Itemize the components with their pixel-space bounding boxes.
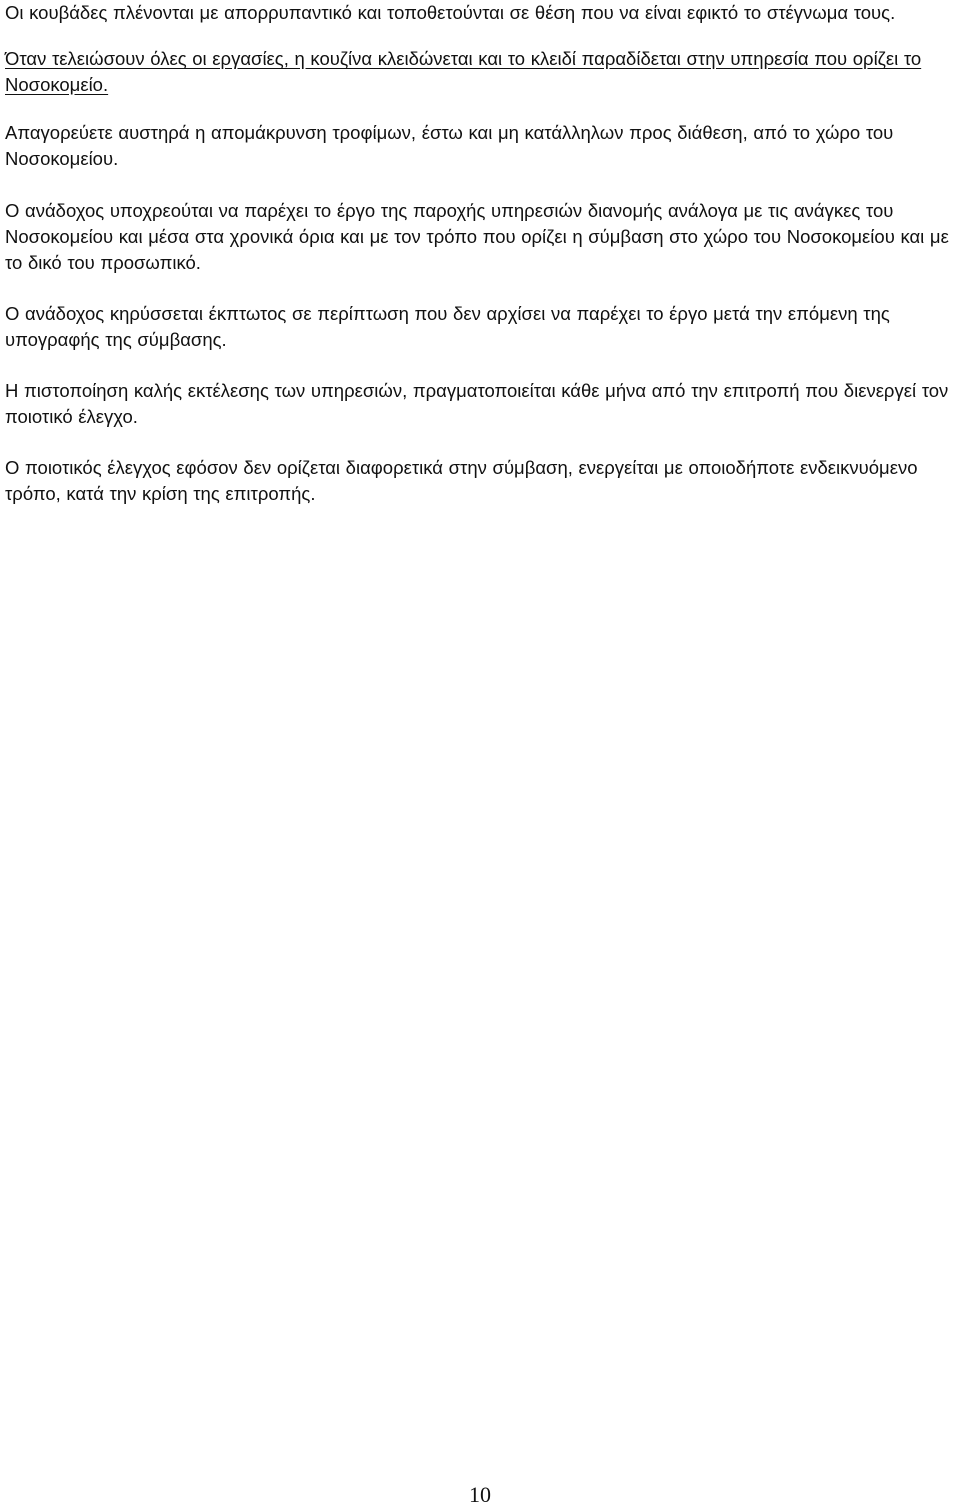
paragraph-certification: Η πιστοποίηση καλής εκτέλεσης των υπηρεσιών, πραγματοποιείται κάθε μήνα από την επιτροπή που διενεργεί τον ποιοτικό έλεγχο. (5, 380, 949, 427)
paragraph-bucket-cleaning: Οι κουβάδες πλένονται με απορρυπαντικό και τοποθετούνται σε θέση που να είναι εφικτό το στέγνωμα τους. (5, 2, 896, 23)
paragraph-contractor-forfeiture: Ο ανάδοχος κηρύσσεται έκπτωτος σε περίπτωση που δεν αρχίσει να παρέχει το έργο μετά την επόμενη της υπογραφής της σύμβασης. (5, 303, 890, 350)
paragraph-quality-control: Ο ποιοτικός έλεγχος εφόσον δεν ορίζεται διαφορετικά στην σύμβαση, ενεργείται με οποιοδήποτε ενδεικνυόμενο τρόπο, κατά την κρίση της επιτροπής. (5, 457, 918, 504)
paragraph-contractor-obligation: Ο ανάδοχος υποχρεούται να παρέχει το έργο της παροχής υπηρεσιών διανομής ανάλογα με τις ανάγκες του Νοσοκομείου και μέσα στα χρονικά όρια και με τον τρόπο που ορίζει η σύμβαση στο χώρο του Νοσοκομείου και με το δικό του προσωπικό. (5, 200, 949, 273)
paragraph-kitchen-locking: Όταν τελειώσουν όλες οι εργασίες, η κουζίνα κλειδώνεται και το κλειδί παραδίδεται στην υπηρεσία που ορίζει το Νοσοκομείο. (5, 48, 922, 95)
page-number: 10 (469, 1482, 491, 1507)
document-body (5, 0, 957, 507)
paragraph-food-removal-ban: Απαγορεύετε αυστηρά η απομάκρυνση τροφίμων, έστω και μη κατάλληλων προς διάθεση, από το χώρο του Νοσοκομείου. (5, 122, 894, 169)
